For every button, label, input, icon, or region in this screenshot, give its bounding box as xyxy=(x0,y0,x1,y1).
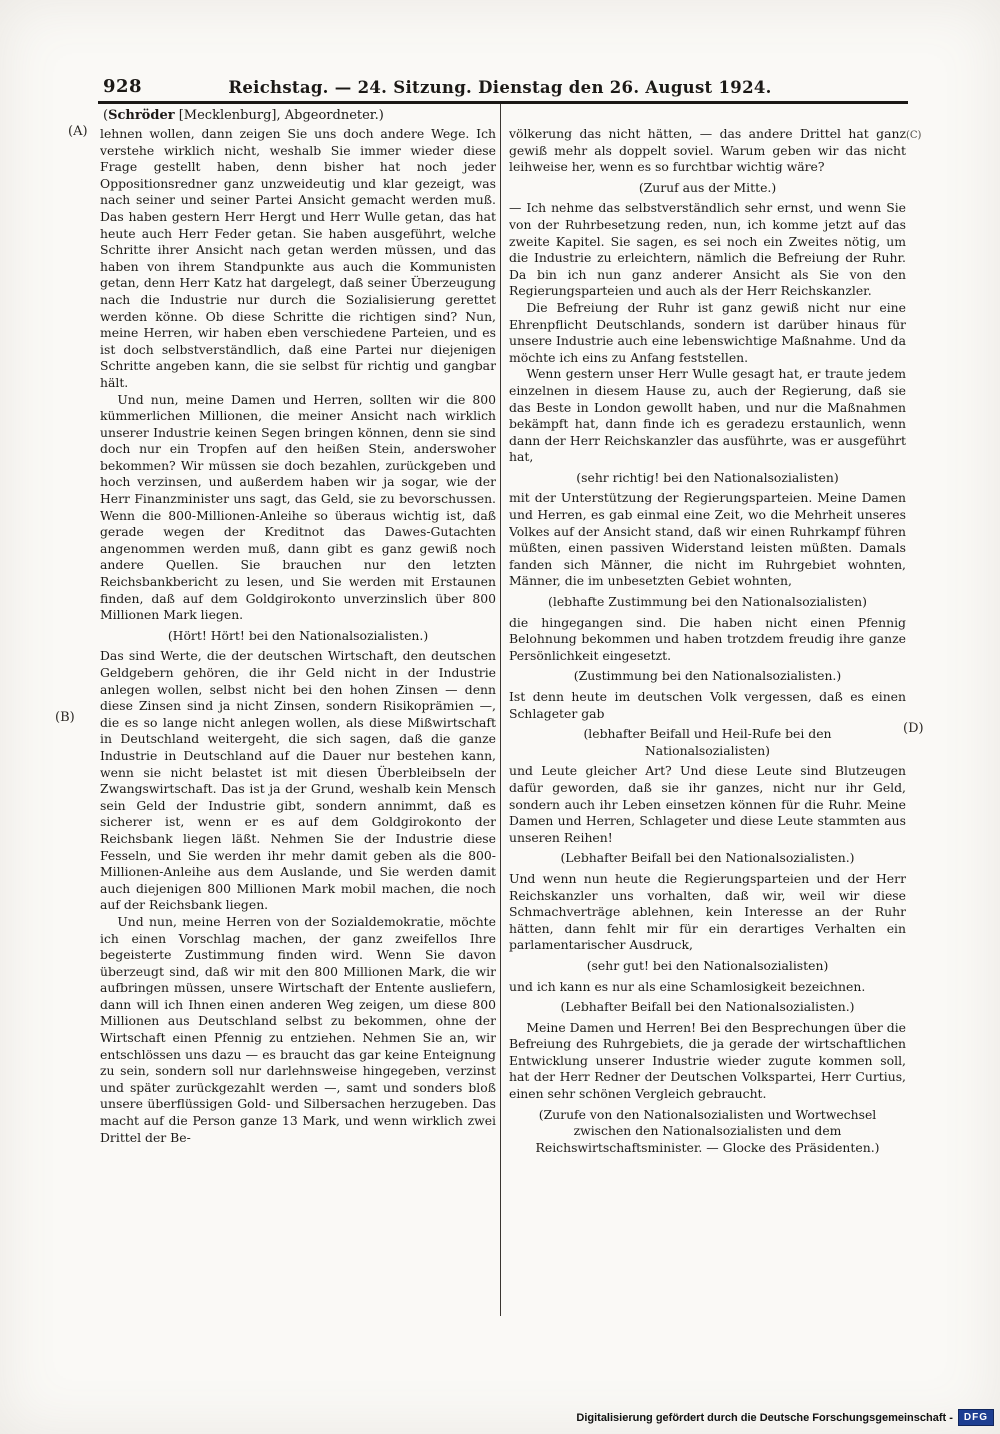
stage-direction: (sehr gut! bei den Nationalsozialisten) xyxy=(586,957,829,973)
margin-marker-a: (A) xyxy=(68,124,88,139)
stage-direction: (lebhafte Zustimmung bei den Nationalsozialisten) xyxy=(548,594,867,610)
stage-direction: (sehr richtig! bei den Nationalsozialisten) xyxy=(576,469,839,485)
stage-direction: (Lebhafter Beifall bei den Nationalsozialisten.) xyxy=(560,999,855,1015)
speech-paragraph: Ist denn heute im deutschen Volk vergessen, daß es einen Schlageter gab xyxy=(509,689,906,721)
speaker-prefix: ( xyxy=(103,108,109,123)
speech-paragraph: Und nun, meine Herren von der Sozialdemokratie, möchte ich einen Vorschlag machen, der ganz zweifellos Ihre begeisterte Zustimmung finden wird. Wenn Sie davon überzeugt sind, daß wir mit den 800 Millionen Mark, die wir aufbringen müssen, unsere Wirtschaft der Entente ausliefern, dann will ich Ihnen einen anderen Weg zeigen, um diese 800 Millionen aus Deutschland selbst zu bekommen, ohne der Wirtschaft einen Pfennig zu entziehen. Nehmen Sie an, wir entschlössen uns dazu — es braucht das gar keine Enteignung zu sein, sondern soll nur darlehnsweise hingegeben, verzinst und später zurückgezahlt werden —, samt und sonders bloß unsere überflüssigen Gold- und Silbersachen herzugeben. Das macht auf die Person ganze 13 Mark, und wenn wirklich zwei Drittel der Be- xyxy=(100,913,496,1145)
margin-marker-c: (C) xyxy=(906,130,922,141)
stage-direction: (lebhafter Beifall und Heil-Rufe bei den Nationalsozialisten) xyxy=(583,726,832,758)
speech-paragraph: — Ich nehme das selbstverständlich sehr ernst, und wenn Sie von der Ruhrbesetzung reden, nun, ich komme jetzt auf das zweite Kapitel. Sie sagen, es sei noch ein Zweites nötig, um die Industrie zu erleichtern, nämlich die Befreiung der Ruhr. Da bin ich nun ganz anderer Ansicht als Sie von den Regierungsparteien und auch als der Herr Reichskanzler. xyxy=(509,200,906,299)
speech-paragraph: die hingegangen sind. Die haben nicht einen Pfennig Belohnung bekommen und haben trotzdem freudig ihre ganze Persönlichkeit eingesetzt. xyxy=(509,614,906,663)
stage-direction: (Zuruf aus der Mitte.) xyxy=(638,179,777,195)
digitization-credit xyxy=(576,1409,994,1426)
margin-marker-d: (D) xyxy=(903,721,924,736)
credit-text: Digitalisierung gefördert durch die Deutsche Forschungsgemeinschaft - xyxy=(576,1411,953,1424)
speech-paragraph: Wenn gestern unser Herr Wulle gesagt hat, er traute jedem einzelnen in diesem Hause zu, auch der Regierung, daß sie das Beste in London gewollt haben, und nur die Maßnahmen bekämpft hat, dann finde ich es geradezu erstaunlich, wenn dann der Herr Reichskanzler das ausführte, was er ausgeführt hat, xyxy=(509,366,906,465)
speech-paragraph: völkerung das nicht hätten, — das andere Drittel hat ganz gewiß mehr als doppelt soviel. Warum geben wir das nicht leihweise her, wenn es so furchtbar wichtig wäre? xyxy=(509,126,906,175)
speech-paragraph: Das sind Werte, die der deutschen Wirtschaft, den deutschen Geldgebern gehören, die ihr Geld nicht in der Industrie anlegen wollen, selbst nicht bei den hohen Zinsen — denn diese Zinsen sind ja nicht Zinsen, sondern Risikoprämien —, die es so lange nicht anlegen wollen, als diese Mißwirtschaft in Deutschland weitergeht, die sich sagen, daß die ganze Industrie in Deutschland auf die Dauer nur bestehen kann, wenn sie nicht belastet ist mit diesen Überbleibseln der Zwangswirtschaft. Das ist ja der Grund, weshalb kein Mensch sein Geld der Industrie gibt, sondern annimmt, daß es sicherer ist, wenn er es auf dem Goldgirokonto der Reichsbank liegen läßt. Nehmen Sie der Industrie diese Fesseln, und Sie werden ihr mehr damit geben als die 800-Millionen-Anleihe aus dem Auslande, und Sie werden damit auch diejenigen 800 Millionen Mark mobil machen, die noch auf der Reichsbank liegen. xyxy=(100,648,496,913)
stage-direction: (Lebhafter Beifall bei den Nationalsozialisten.) xyxy=(560,850,855,866)
text-column-left xyxy=(100,126,496,1322)
speech-paragraph: Und nun, meine Damen und Herren, sollten wir die 800 kümmerlichen Millionen, die meiner Ansicht nach wirklich unserer Industrie keinen Segen bringen können, denn sie sind doch nur ein Tropfen auf den heißen Stein, anderswoher bekommen? Wir müssen sie doch bezahlen, zurückgeben und hoch verzinsen, und außerdem haben wir ja sogar, wie der Herr Finanzminister uns sagt, das Geld, sie zu bevorschussen. Wenn die 800-Millionen-Anleihe so überaus wichtig ist, daß gerade wegen der Kreditnot das Dawes-Gutachten angenommen werden muß, dann gibt es ganz gewiß noch andere Quellen. Sie brauchen nur den letzten Reichsbankbericht zu lesen, und Sie werden mit Erstaunen finden, daß auf dem Goldgirokonto unverzinslich über 800 Millionen Mark liegen. xyxy=(100,391,496,623)
text-column-right xyxy=(509,126,906,1322)
speech-paragraph: und ich kann es nur als eine Schamlosigkeit bezeichnen. xyxy=(509,978,866,994)
page-number: 928 xyxy=(103,76,143,97)
speech-paragraph: Und wenn nun heute die Regierungsparteien und der Herr Reichskanzler uns vorhalten, daß wir, weil wir diese Schmachverträge ablehnen, kein Interesse an der Ruhr hätten, dann fehlt mir für ein derartiges Verhalten ein parlamentarischer Ausdruck, xyxy=(509,870,906,953)
stage-direction: (Zustimmung bei den Nationalsozialisten.) xyxy=(573,668,842,684)
header-rule xyxy=(98,101,908,104)
speaker-line xyxy=(103,108,498,123)
speech-paragraph: lehnen wollen, dann zeigen Sie uns doch andere Wege. Ich verstehe wirklich nicht, weshalb Sie immer wieder diese Frage gestellt haben, denn bisher hat noch jeder Oppositionsredner ganz unzweideutig und klar gezeigt, was nach seiner und seiner Partei Ansicht gemacht werden muß. Das haben gestern Herr Hergt und Herr Wulle getan, das hat heute auch Herr Feder getan. Sie haben ausgeführt, welche Schritte ihrer Ansicht nach getan werden müssen, und das haben von ihrem Standpunkte aus auch die Kommunisten getan, denn Herr Katz hat dargelegt, daß seiner Überzeugung nach die Industrie nur durch die Sozialisierung gerettet werden könne. Ob diese Schritte die richtigen sind? Nun, meine Herren, wir haben eben verschiedene Parteien, und es ist doch selbstverständlich, daß eine Partei nur diejenigen Schritte angeben kann, die sie selbst für richtig und gangbar hält. xyxy=(100,126,496,390)
stage-direction: (Zurufe von den Nationalsozialisten und Wortwechsel zwischen den Nationalsozialisten und dem Reichswirtschaftsminister. — Glocke des Präsidenten.) xyxy=(535,1106,880,1155)
speech-paragraph: und Leute gleicher Art? Und diese Leute sind Blutzeugen dafür geworden, daß sie ihr ganzes, nicht nur ihr Geld, sondern auch ihr Leben einsetzen können für die Ruhr. Meine Damen und Herren, Schlageter und diese Leute stammten aus unseren Reihen! xyxy=(509,763,906,845)
speaker-name: Schröder xyxy=(108,108,175,123)
stage-direction: (Hört! Hört! bei den Nationalsozialisten.) xyxy=(167,627,429,643)
margin-marker-b: (B) xyxy=(55,710,75,725)
speaker-rest: [Mecklenburg], Abgeordneter.) xyxy=(174,108,384,123)
page-header-title: Reichstag. — 24. Sitzung. Dienstag den 26. August 1924. xyxy=(228,78,772,97)
speech-paragraph: Die Befreiung der Ruhr ist ganz gewiß nicht nur eine Ehrenpflicht Deutschlands, sondern ist darüber hinaus für unsere Industrie auch eine lebenswichtige Maßnahme. Und da möchte ich eins zu Anfang feststellen. xyxy=(509,299,906,365)
dfg-logo: DFG xyxy=(958,1409,994,1426)
speech-paragraph: mit der Unterstützung der Regierungsparteien. Meine Damen und Herren, es gab einmal eine Zeit, wo die Mehrheit unseres Volkes auf der Ansicht stand, daß wir einen Ruhrkampf führen müßten, einen passiven Widerstand leisten müßten. Damals fanden sich Männer, die nicht im Ruhrgebiet wohnten, Männer, die im unbesetzten Gebiet wohnten, xyxy=(509,490,906,589)
speech-paragraph: Meine Damen und Herren! Bei den Besprechungen über die Befreiung des Ruhrgebiets, die ja gerade der wirtschaftlichen Entwicklung unserer Industrie wieder zugute kommen soll, hat der Herr Redner der Deutschen Volkspartei, Herr Curtius, einen sehr schönen Vergleich gebraucht. xyxy=(509,1019,906,1102)
column-divider-rule xyxy=(500,104,501,1316)
